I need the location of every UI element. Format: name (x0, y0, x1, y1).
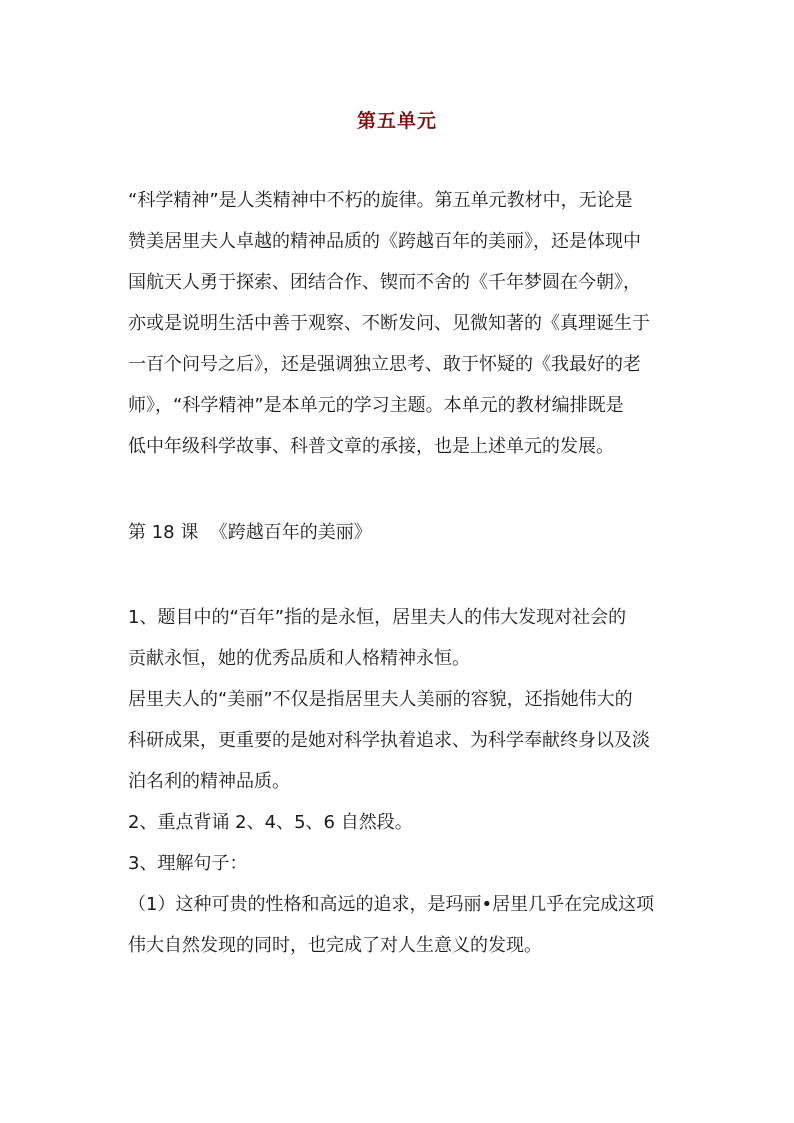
intro-line: 亦或是说明生活中善于观察、不断发问、见微知著的《真理诞生于 (128, 313, 650, 334)
note-line: 3、理解句子： (128, 853, 248, 874)
intro-line: “科学精神”是人类精神中不朽的旋律。第五单元教材中，无论是 (128, 190, 633, 211)
intro-line: 低中年级科学故事、科普文章的承接，也是上述单元的发展。 (128, 436, 614, 457)
note-line: 2、重点背诵 2、4、5、6 自然段。 (128, 812, 413, 833)
note-line: 贡献永恒，她的优秀品质和人格精神永恒。 (128, 648, 470, 669)
intro-line: 国航天人勇于探索、团结合作、锲而不舍的《千年梦圆在今朝》， (128, 272, 641, 293)
note-line: 1、题目中的“百年”指的是永恒，居里夫人的伟大发现对社会的 (128, 607, 627, 628)
note-line: （1）这种可贵的性格和高远的追求，是玛丽•居里几乎在完成这项 (128, 894, 655, 915)
note-line: 科研成果，更重要的是她对科学执着追求、为科学奉献终身以及淡 (128, 730, 650, 751)
lesson-notes (128, 597, 688, 966)
page-title: 第五单元 (356, 110, 437, 132)
note-line: 伟大自然发现的同时，也完成了对人生意义的发现。 (128, 935, 542, 956)
lesson-heading: 第 18 课 《跨越百年的美丽》 (128, 522, 372, 543)
note-line: 泊名利的精神品质。 (128, 771, 290, 792)
intro-paragraph (128, 180, 688, 467)
intro-line: 师》，“科学精神”是本单元的学习主题。本单元的教材编排既是 (128, 395, 624, 416)
intro-line: 赞美居里夫人卓越的精神品质的《跨越百年的美丽》，还是体现中 (128, 231, 641, 252)
note-line: 居里夫人的“美丽”不仅是指居里夫人美丽的容貌，还指她伟大的 (128, 689, 633, 710)
intro-line: 一百个问号之后》，还是强调独立思考、敢于怀疑的《我最好的老 (128, 354, 641, 375)
